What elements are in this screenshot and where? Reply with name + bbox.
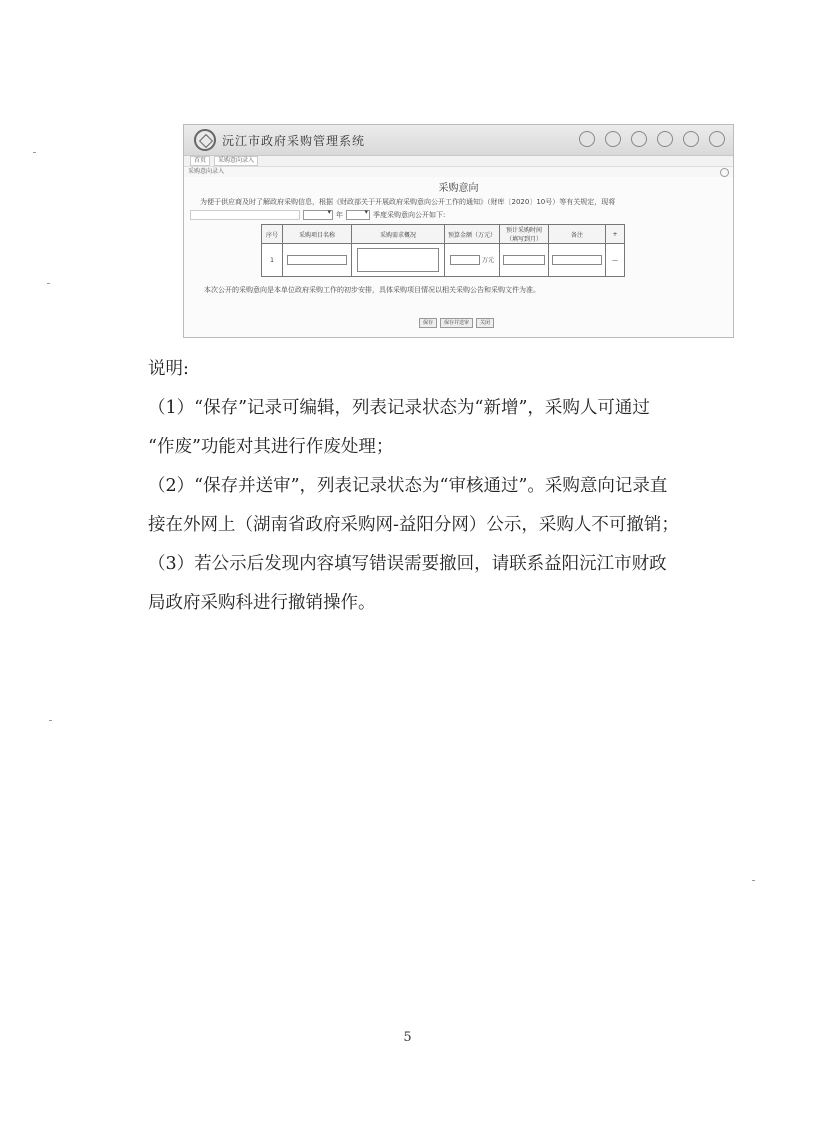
save-submit-button[interactable]: 保存并送审 [440,318,473,328]
breadcrumb-label: 采购意向录入 [188,168,225,175]
quarter-label: 季度采购意向公开如下: [373,211,446,219]
help-icon[interactable] [657,131,673,147]
settings-icon[interactable] [683,131,699,147]
instruction-line: （2）“保存并送审”，列表记录状态为“审核通过”。采购意向记录直 [148,476,668,496]
form-title: 采购意向 [438,183,479,194]
col-index: 序号 [262,225,283,244]
remark-input[interactable] [552,255,602,265]
delete-row-button[interactable]: — [606,244,625,277]
logout-icon[interactable] [709,131,725,147]
button-bar [419,318,494,328]
scan-speck [47,283,50,284]
budget-unit: 万元 [481,256,494,264]
demand-textarea[interactable] [357,248,439,272]
col-time: 预计采购时间（填写到月） [500,225,549,244]
project-name-input[interactable] [287,255,347,265]
embedded-screenshot [183,124,734,338]
col-remark: 备注 [549,225,606,244]
system-title: 沅江市政府采购管理系统 [222,134,366,148]
tab-intent-entry[interactable]: 采购意向录入 [214,156,258,166]
note-text: 本次公开的采购意向是本单位政府采购工作的初步安排，具体采购项目情况以相关采购公告和采购文件为准。 [204,286,540,294]
system-header [184,125,733,156]
nav-tabs [184,156,733,167]
unit-field[interactable] [190,210,300,220]
instruction-line: “作废”功能对其进行作废处理； [148,437,394,457]
period-row [184,207,733,220]
header-toolbar [579,131,725,147]
instructions [148,350,708,623]
intent-table [261,224,625,277]
message-icon[interactable] [631,131,647,147]
instruction-line: （3）若公示后发现内容填写错误需要撤回，请联系益阳沅江市财政 [148,554,667,574]
time-input[interactable] [503,255,545,265]
logo-icon [194,129,216,151]
table-row [262,244,625,277]
budget-input[interactable] [450,255,480,265]
year-label: 年 [336,211,343,219]
scan-speck [33,152,36,153]
instructions-heading: 说明: [148,359,189,379]
save-button[interactable]: 保存 [419,318,437,328]
col-demand: 采购需求概况 [352,225,445,244]
add-row-button[interactable]: + [606,225,625,244]
scan-speck [49,720,52,721]
user-icon[interactable] [605,131,621,147]
year-select[interactable] [303,210,333,220]
tab-home[interactable]: 首页 [190,156,210,166]
instruction-line: 接在外网上（湖南省政府采购网-益阳分网）公示，采购人不可撤销； [148,515,679,535]
col-budget: 预算金额（万元） [445,225,500,244]
col-project-name: 采购项目名称 [283,225,352,244]
instruction-line: 局政府采购科进行撤销操作。 [148,593,376,613]
close-button[interactable]: 关闭 [476,318,494,328]
row-index: 1 [262,244,283,277]
home-icon[interactable] [579,131,595,147]
close-icon[interactable] [720,168,729,177]
page-number: 5 [403,1030,412,1045]
quarter-select[interactable] [346,210,370,220]
breadcrumb [184,167,733,177]
intro-text: 为便于供应商及时了解政府采购信息，根据《财政部关于开展政府采购意向公开工作的通知》（财库〔2020〕10号）等有关规定，现将 [200,198,616,206]
instruction-line: （1）“保存”记录可编辑，列表记录状态为“新增”，采购人可通过 [148,398,650,418]
scan-speck [752,880,755,881]
